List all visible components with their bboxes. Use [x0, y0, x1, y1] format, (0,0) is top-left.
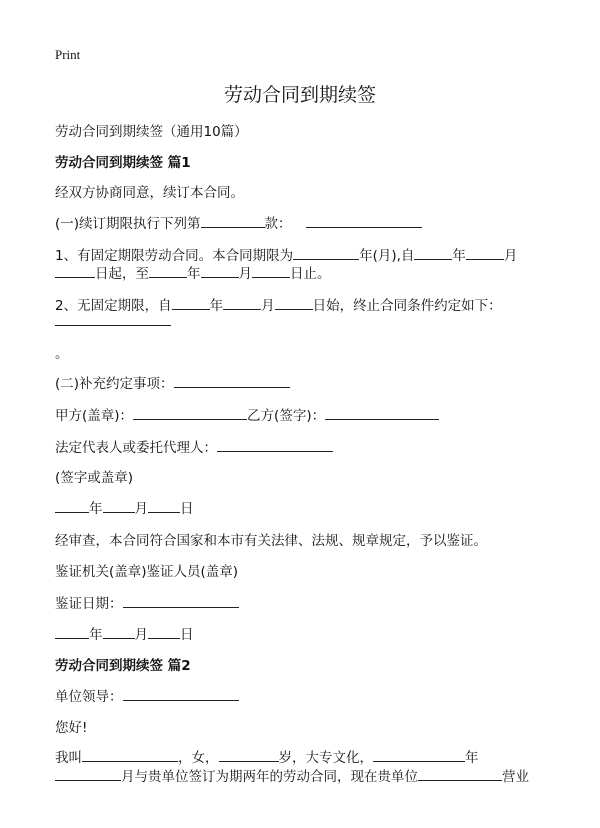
date1-year-blank[interactable]: [55, 499, 89, 513]
sign-or-seal: (签字或盖章): [55, 470, 134, 486]
no-fixed-term-line: 2、无固定期限，自 年 月 日始，终止合同条件约定如下：: [55, 298, 502, 314]
verify-date-line: 鉴证日期：: [55, 592, 239, 612]
print-link[interactable]: Print: [55, 47, 81, 62]
nofixed-month-blank[interactable]: [223, 296, 261, 310]
start-day-blank[interactable]: [55, 264, 95, 278]
party-b-blank[interactable]: [325, 406, 439, 420]
age-blank[interactable]: [219, 748, 279, 762]
date-line-2: 年 月 日: [55, 623, 194, 643]
section1-heading: 劳动合同到期续签 篇1: [55, 155, 191, 171]
letter-line-1: 我叫 ，女， 岁，大专文化， 年: [55, 750, 479, 766]
date-line-1: 年 月 日: [55, 497, 194, 517]
supplementary-line: (二)补充约定事项：: [55, 372, 290, 392]
intro-text: 经双方协商同意，续订本合同。: [55, 185, 244, 201]
date2-day-blank[interactable]: [148, 625, 180, 639]
end-day-blank[interactable]: [252, 264, 290, 278]
termination-conditions-blank[interactable]: [55, 312, 171, 326]
join-month-blank[interactable]: [55, 767, 121, 781]
subtitle: 劳动合同到期续签（通用10篇）: [55, 124, 248, 140]
fixed-term-line-2: 日起，至 年 月 日止。: [55, 262, 331, 282]
letter-line-2: 月与贵单位签订为期两年的劳动合同，现在贵单位 营业: [55, 765, 529, 785]
document-title: 劳动合同到期续签: [223, 84, 376, 106]
nofixed-day-blank[interactable]: [275, 296, 313, 310]
supplementary-blank[interactable]: [174, 374, 290, 388]
date1-day-blank[interactable]: [148, 499, 180, 513]
legal-rep-blank[interactable]: [217, 438, 333, 452]
leader-line: 单位领导：: [55, 685, 239, 705]
termination-conditions-line: [55, 312, 171, 330]
leader-blank[interactable]: [123, 687, 239, 701]
start-month-blank[interactable]: [466, 246, 504, 260]
nofixed-year-blank[interactable]: [172, 296, 210, 310]
clause-number-blank[interactable]: [201, 214, 265, 228]
legal-rep-line: 法定代表人或委托代理人：: [55, 436, 333, 456]
section2-heading: 劳动合同到期续签 篇2: [55, 658, 191, 674]
date2-year-blank[interactable]: [55, 625, 89, 639]
fixed-term-line: 1、有固定期限劳动合同。本合同期限为 年(月),自 年 月: [55, 248, 518, 264]
greeting-text: 您好!: [55, 720, 88, 736]
authority-text: 鉴证机关(盖章)鉴证人员(盖章): [55, 564, 239, 580]
end-year-blank[interactable]: [149, 264, 187, 278]
join-year-blank[interactable]: [373, 748, 465, 762]
end-month-blank[interactable]: [201, 264, 239, 278]
review-text: 经审查，本合同符合国家和本市有关法律、法规、规章规定，予以鉴证。: [55, 533, 487, 549]
clause-content-blank[interactable]: [306, 214, 422, 228]
renewal-term-line: (一)续订期限执行下列第 款：: [55, 212, 422, 232]
date2-month-blank[interactable]: [103, 625, 135, 639]
department-blank[interactable]: [418, 767, 502, 781]
term-length-blank[interactable]: [293, 246, 359, 260]
party-a-blank[interactable]: [133, 406, 247, 420]
period-mark: 。: [55, 346, 69, 362]
start-year-blank[interactable]: [414, 246, 452, 260]
parties-line: 甲方(盖章)： 乙方(签字)：: [55, 404, 439, 424]
date1-month-blank[interactable]: [103, 499, 135, 513]
name-blank[interactable]: [82, 748, 178, 762]
verify-date-blank[interactable]: [123, 594, 239, 608]
